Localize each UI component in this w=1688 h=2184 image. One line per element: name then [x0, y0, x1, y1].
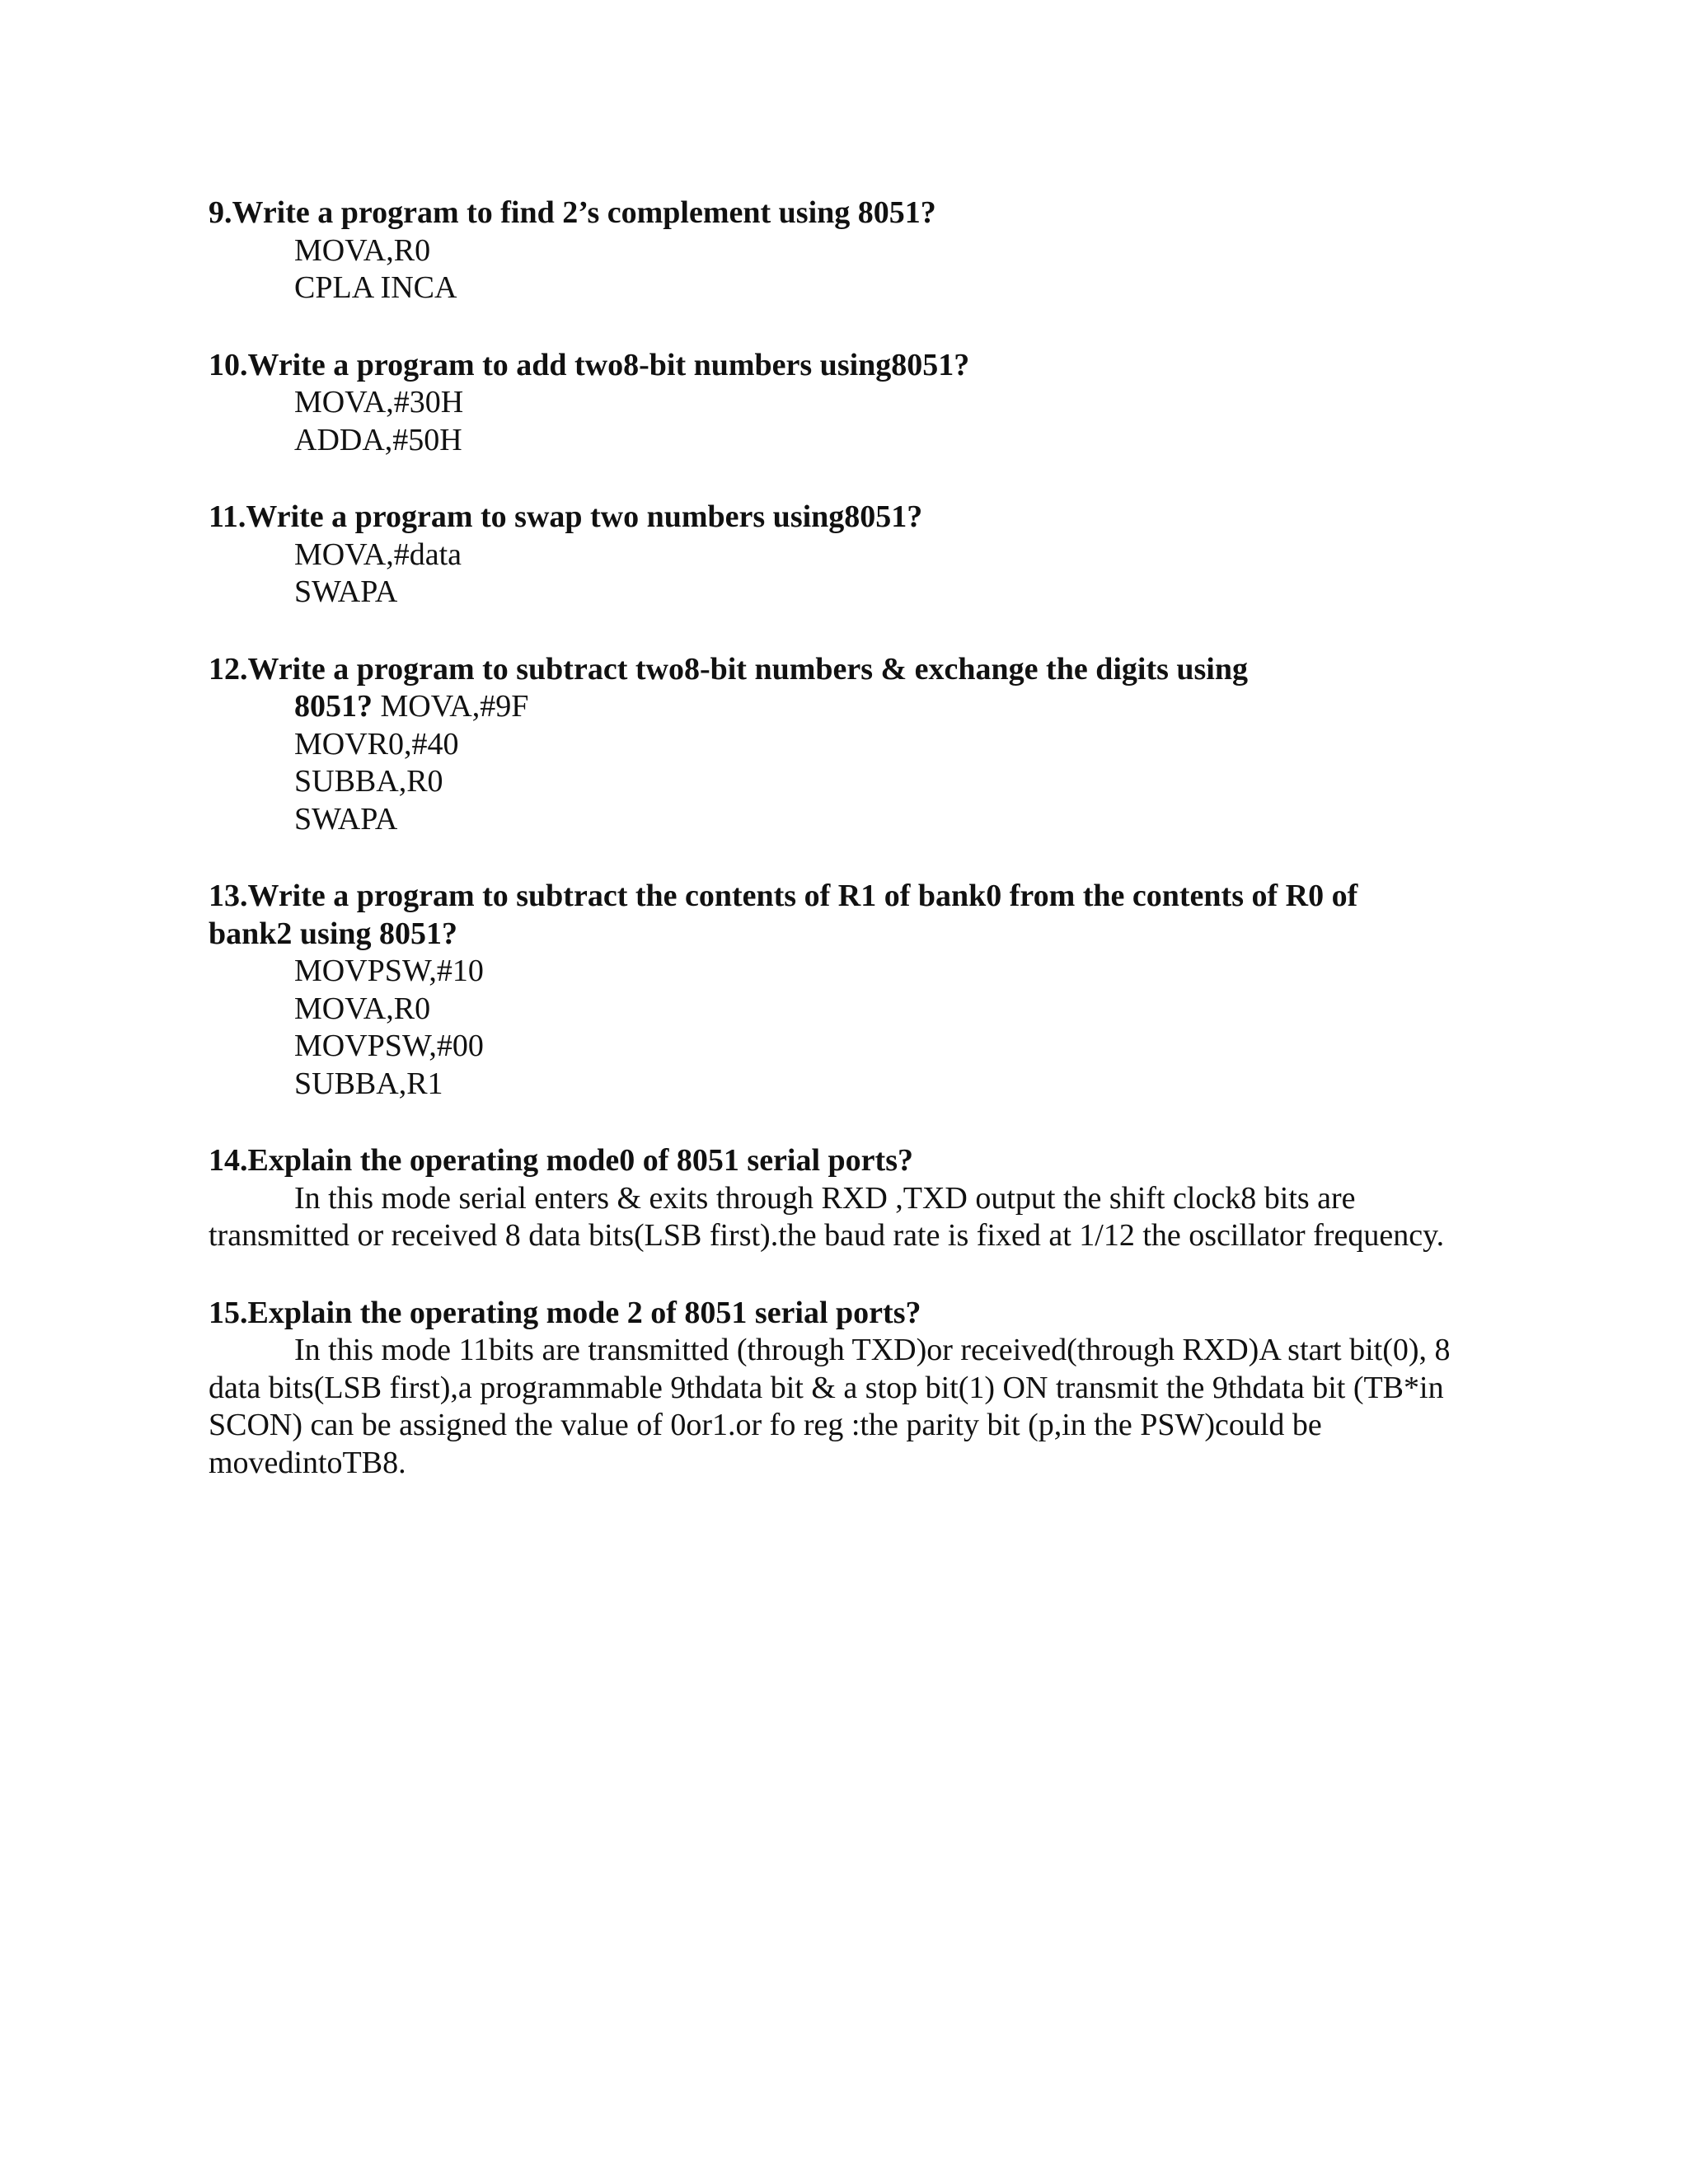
question-15	[209, 1295, 1494, 1483]
question-title: 10.Write a program to add two8-bit numbers using8051?	[209, 347, 970, 382]
question-title-line1: 13.Write a program to subtract the contents of R1 of bank0 from the contents of R0 of	[209, 879, 1358, 913]
answer-paragraph: In this mode 11bits are transmitted (through TXD)or received(through RXD)A start bit(0), 8 data bits(LSB first),a programmable 9thdata bit & a stop bit(1) ON transmit the 9thdata bit (TB*in SCON) can be assigned the value of 0or1.or fo reg :the parity bit (p,in the PSW)could be movedintoTB8.	[209, 1333, 1451, 1480]
question-12	[209, 651, 1494, 839]
question-title: 15.Explain the operating mode 2 of 8051 serial ports?	[209, 1295, 921, 1330]
question-14	[209, 1142, 1494, 1255]
question-title: 11.Write a program to swap two numbers using8051?	[209, 499, 923, 534]
code-line: SUBBA,R0	[294, 764, 443, 799]
question-title: 14.Explain the operating mode0 of 8051 serial ports?	[209, 1143, 913, 1178]
question-title-line2: bank2 using 8051?	[209, 916, 458, 951]
code-line: ADDA,#50H	[294, 422, 462, 457]
question-13	[209, 878, 1494, 1103]
code-line: SUBBA,R1	[294, 1066, 443, 1101]
code-line: SWAPA	[294, 801, 398, 837]
code-line: MOVPSW,#00	[294, 1029, 484, 1063]
answer-paragraph: In this mode serial enters & exits through RXD ,TXD output the shift clock8 bits are transmitted or received 8 data bits(LSB first).the baud rate is fixed at 1/12 the oscillator frequency.	[209, 1180, 1445, 1253]
question-title: 9.Write a program to find 2’s complement using 8051?	[209, 195, 936, 230]
question-10	[209, 347, 1494, 460]
code-line: SWAPA	[294, 574, 398, 609]
code-line-first	[209, 688, 1494, 726]
code-line: CPLA INCA	[294, 270, 457, 305]
document-content	[209, 194, 1494, 1521]
inline-code: MOVA,#9F	[373, 689, 529, 724]
code-line: MOVA,#data	[294, 537, 462, 572]
code-line: MOVA,R0	[294, 232, 431, 268]
question-title-continuation: 8051?	[294, 689, 373, 724]
question-title: 12.Write a program to subtract two8-bit numbers & exchange the digits using	[209, 651, 1248, 687]
code-line: MOVA,R0	[294, 991, 431, 1026]
code-line: MOVPSW,#10	[294, 954, 484, 988]
code-line: MOVA,#30H	[294, 385, 464, 419]
question-11	[209, 499, 1494, 612]
code-line: MOVR0,#40	[294, 726, 459, 762]
question-9	[209, 194, 1494, 307]
